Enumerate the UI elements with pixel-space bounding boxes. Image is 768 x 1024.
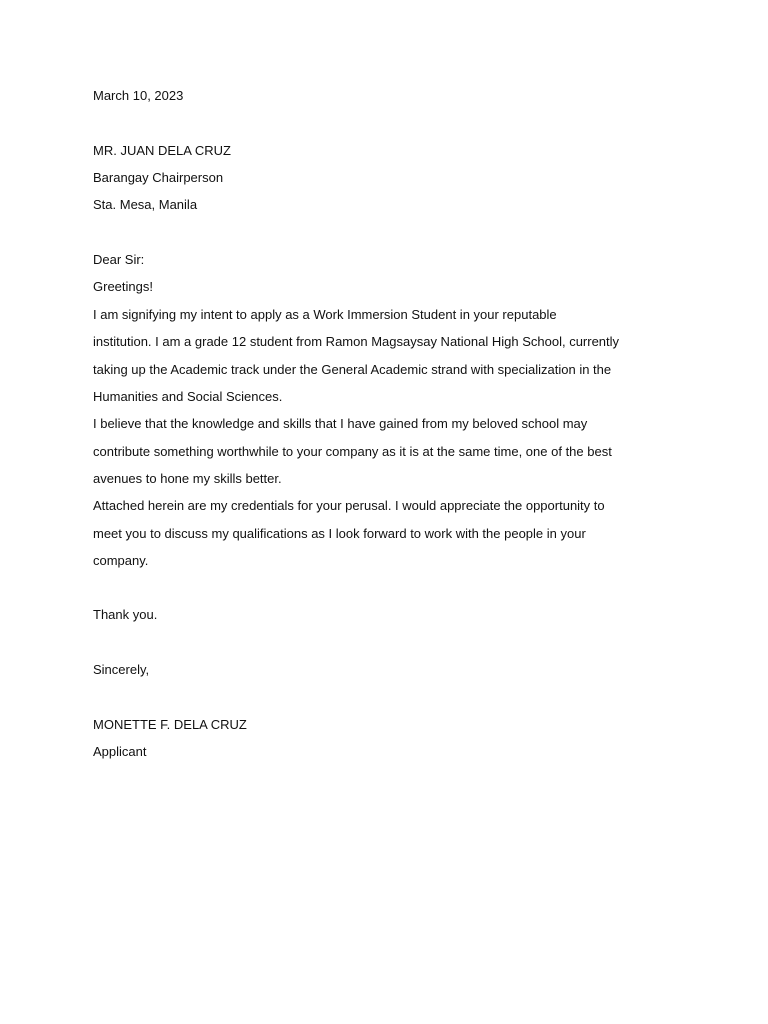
body-line: taking up the Academic track under the General Academic strand with specialization in the [93, 362, 612, 377]
body-line: I am signifying my intent to apply as a Work Immersion Student in your reputable [93, 307, 557, 322]
body-line: avenues to hone my skills better. [93, 471, 282, 486]
signature-role: Applicant [93, 744, 147, 759]
recipient-title: Barangay Chairperson [93, 170, 224, 185]
body-line: institution. I am a grade 12 student from Ramon Magsaysay National High School, currently [93, 334, 620, 349]
thanks-line: Thank you. [93, 607, 158, 622]
body-line: Attached herein are my credentials for your perusal. I would appreciate the opportunity to [93, 498, 605, 513]
recipient-name: MR. JUAN DELA CRUZ [93, 143, 231, 158]
body-line: I believe that the knowledge and skills that I have gained from my beloved school may [93, 416, 588, 431]
body-line: Humanities and Social Sciences. [93, 389, 283, 404]
body-line: meet you to discuss my qualifications as I look forward to work with the people in your [93, 526, 586, 541]
body-line: company. [93, 553, 149, 568]
letter-date: March 10, 2023 [93, 88, 184, 103]
recipient-address: Sta. Mesa, Manila [93, 197, 198, 212]
salutation: Dear Sir: [93, 252, 145, 267]
signature-name: MONETTE F. DELA CRUZ [93, 717, 247, 732]
closing-line: Sincerely, [93, 662, 150, 677]
greeting: Greetings! [93, 279, 153, 294]
body-line: contribute something worthwhile to your company as it is at the same time, one of the best [93, 444, 612, 459]
